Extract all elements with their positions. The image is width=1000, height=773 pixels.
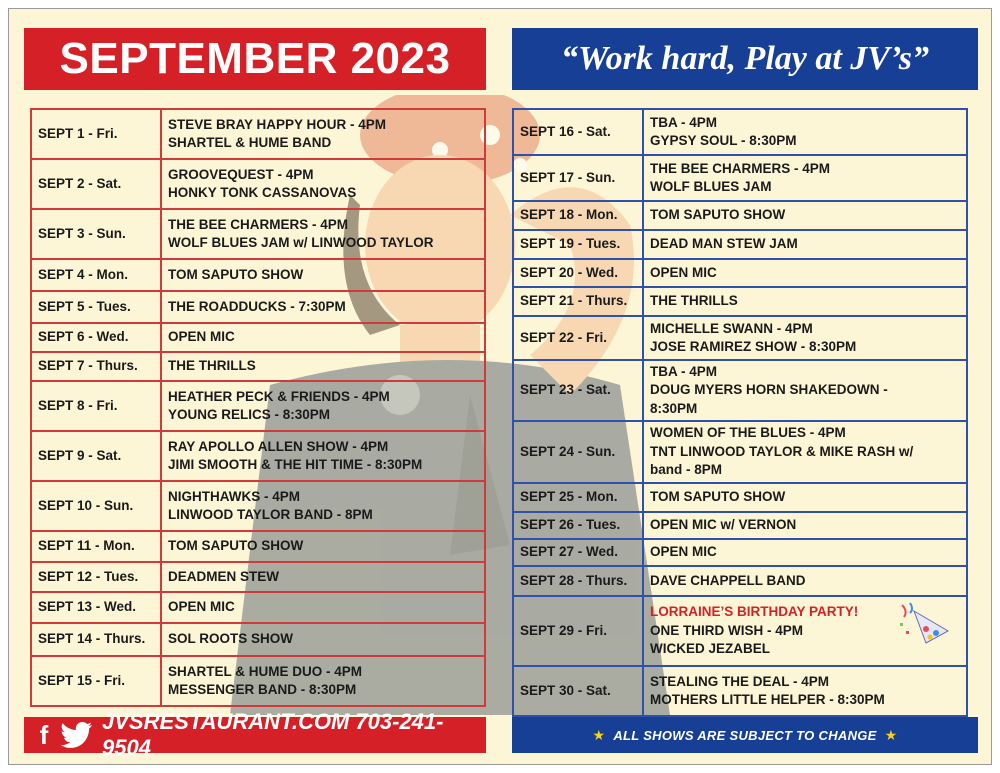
act-line: OPEN MIC (650, 544, 717, 560)
schedule-date: SEPT 21 - Thurs. (513, 287, 643, 316)
act-line: OPEN MIC w/ VERNON (650, 517, 797, 533)
party-hat-icon (896, 601, 956, 647)
schedule-date: SEPT 1 - Fri. (31, 109, 161, 159)
schedule-acts (643, 230, 967, 259)
schedule-row (513, 155, 967, 201)
schedule-acts (643, 155, 967, 201)
act-line: SHARTEL & HUME BAND (168, 135, 332, 150)
act-line: NIGHTHAWKS - 4PM (168, 488, 301, 504)
schedule-date: SEPT 22 - Fri. (513, 316, 643, 360)
act-line: TNT LINWOOD TAYLOR & MIKE RASH w/ (650, 443, 914, 459)
month-title: SEPTEMBER 2023 (59, 34, 451, 83)
schedule-row (513, 483, 967, 512)
schedule-acts (161, 323, 485, 352)
schedule-date: SEPT 29 - Fri. (513, 596, 643, 666)
schedule-row (513, 259, 967, 287)
schedule-date: SEPT 14 - Thurs. (31, 623, 161, 656)
act-line: SHARTEL & HUME DUO - 4PM (168, 663, 363, 679)
schedule-row (31, 323, 485, 352)
notice-text: ALL SHOWS ARE SUBJECT TO CHANGE (613, 727, 877, 743)
social-icons (32, 721, 94, 749)
schedule-acts (643, 287, 967, 316)
schedule-acts (643, 421, 967, 483)
schedule-date: SEPT 11 - Mon. (31, 531, 161, 562)
schedule-row (31, 159, 485, 209)
schedule-acts (161, 291, 485, 323)
act-line: DAVE CHAPPELL BAND (650, 572, 806, 588)
act-line: 8:30PM (650, 400, 698, 416)
schedule-date: SEPT 2 - Sat. (31, 159, 161, 209)
act-line: WOLF BLUES JAM w/ LINWOOD TAYLOR (168, 235, 434, 250)
schedule-date: SEPT 24 - Sun. (513, 421, 643, 483)
act-line: DEAD MAN STEW JAM (650, 236, 798, 252)
right-schedule-table (512, 108, 968, 717)
notice-footer (512, 717, 978, 753)
act-line: MOTHERS LITTLE HELPER - 8:30PM (650, 692, 885, 707)
act-line: TOM SAPUTO SHOW (650, 207, 786, 223)
act-line: WOMEN OF THE BLUES - 4PM (650, 425, 846, 441)
act-line: THE BEE CHARMERS - 4PM (650, 160, 831, 176)
schedule-row (31, 381, 485, 431)
schedule-row (513, 201, 967, 230)
schedule-acts (161, 109, 485, 159)
schedule-row (513, 287, 967, 316)
schedule-date: SEPT 20 - Wed. (513, 259, 643, 287)
schedule-row (513, 360, 967, 421)
act-line: YOUNG RELICS - 8:30PM (168, 407, 331, 422)
schedule-acts (161, 623, 485, 656)
schedule-acts (643, 259, 967, 287)
schedule-acts (643, 360, 967, 421)
schedule-row (31, 259, 485, 291)
contact-text: JVSRESTAURANT.COM 703-241-9504 (102, 709, 444, 760)
act-line: GROOVEQUEST - 4PM (168, 166, 314, 182)
event-highlight: LORRAINE’S BIRTHDAY PARTY! (650, 604, 859, 620)
act-line: TOM SAPUTO SHOW (168, 538, 304, 554)
schedule-acts (643, 201, 967, 230)
act-line: SOL ROOTS SHOW (168, 631, 294, 647)
schedule-date: SEPT 5 - Tues. (31, 291, 161, 323)
schedule-acts (161, 209, 485, 259)
schedule-date: SEPT 23 - Sat. (513, 360, 643, 421)
schedule-row (31, 209, 485, 259)
act-line: DEADMEN STEW (168, 568, 279, 584)
act-line: MESSENGER BAND - 8:30PM (168, 682, 357, 697)
act-line: TBA - 4PM (650, 114, 717, 130)
schedule-row (513, 566, 967, 596)
act-line: THE ROADDUCKS - 7:30PM (168, 298, 346, 314)
act-line: HONKY TONK CASSANOVAS (168, 185, 357, 200)
act-line: MICHELLE SWANN - 4PM (650, 320, 813, 336)
schedule-date: SEPT 12 - Tues. (31, 562, 161, 592)
schedule-row (31, 352, 485, 381)
schedule-row (31, 562, 485, 592)
star-icon: ★ (592, 726, 606, 743)
schedule-acts (161, 656, 485, 706)
slogan-banner (512, 28, 978, 90)
schedule-acts (161, 592, 485, 623)
schedule-date: SEPT 8 - Fri. (31, 381, 161, 431)
schedule-row (31, 481, 485, 531)
schedule-date: SEPT 3 - Sun. (31, 209, 161, 259)
act-line: TOM SAPUTO SHOW (168, 266, 304, 282)
schedule-row (513, 512, 967, 539)
act-line: THE THRILLS (168, 358, 256, 374)
schedule-row (31, 291, 485, 323)
schedule-date: SEPT 9 - Sat. (31, 431, 161, 481)
schedule-acts (161, 531, 485, 562)
schedule-acts (643, 539, 967, 566)
act-line: LINWOOD TAYLOR BAND - 8PM (168, 507, 373, 522)
schedule-row (513, 596, 967, 666)
schedule-acts (643, 109, 967, 155)
schedule-acts (161, 159, 485, 209)
act-line: DOUG MYERS HORN SHAKEDOWN - (650, 382, 888, 398)
schedule-date: SEPT 13 - Wed. (31, 592, 161, 623)
act-line: WOLF BLUES JAM (650, 179, 772, 194)
schedule-acts (161, 381, 485, 431)
schedule-date: SEPT 18 - Mon. (513, 201, 643, 230)
act-line: OPEN MIC (650, 264, 717, 280)
schedule-date: SEPT 25 - Mon. (513, 483, 643, 512)
act-line: OPEN MIC (168, 599, 235, 615)
contact-footer (24, 709, 486, 760)
schedule-row (31, 592, 485, 623)
schedule-date: SEPT 19 - Tues. (513, 230, 643, 259)
schedule-date: SEPT 30 - Sat. (513, 666, 643, 716)
schedule-row (31, 531, 485, 562)
act-line: OPEN MIC (168, 329, 235, 345)
slogan-text: “Work hard, Play at JV’s” (560, 40, 930, 77)
star-icon: ★ (884, 726, 898, 743)
schedule-acts (161, 431, 485, 481)
schedule-date: SEPT 4 - Mon. (31, 259, 161, 291)
act-line: RAY APOLLO ALLEN SHOW - 4PM (168, 438, 389, 454)
act-line: band - 8PM (650, 462, 723, 478)
schedule-acts (643, 316, 967, 360)
schedule-row (513, 666, 967, 716)
schedule-acts (643, 512, 967, 539)
act-line: STEALING THE DEAL - 4PM (650, 673, 830, 689)
schedule-date: SEPT 6 - Wed. (31, 323, 161, 352)
schedule-row (31, 109, 485, 159)
schedule-row (513, 421, 967, 483)
act-line: THE BEE CHARMERS - 4PM (168, 216, 349, 232)
schedule-date: SEPT 15 - Fri. (31, 656, 161, 706)
schedule-row (513, 316, 967, 360)
act-line: HEATHER PECK & FRIENDS - 4PM (168, 388, 390, 404)
schedule-acts (161, 352, 485, 381)
left-schedule-table (30, 108, 486, 707)
schedule-date: SEPT 16 - Sat. (513, 109, 643, 155)
act-line: GYPSY SOUL - 8:30PM (650, 133, 797, 148)
schedule-acts (643, 666, 967, 716)
act-line: WICKED JEZABEL (650, 641, 771, 657)
schedule-acts (643, 566, 967, 596)
schedule-acts (643, 596, 967, 666)
schedule-date: SEPT 10 - Sun. (31, 481, 161, 531)
month-title-banner (24, 28, 486, 90)
twitter-icon[interactable] (60, 721, 94, 749)
act-line: TBA - 4PM (650, 363, 717, 379)
schedule-row (513, 539, 967, 566)
schedule-date: SEPT 27 - Wed. (513, 539, 643, 566)
schedule-row (31, 431, 485, 481)
act-line: THE THRILLS (650, 293, 738, 309)
schedule-row (31, 623, 485, 656)
act-line: STEVE BRAY HAPPY HOUR - 4PM (168, 116, 387, 132)
schedule-date: SEPT 28 - Thurs. (513, 566, 643, 596)
act-line: JIMI SMOOTH & THE HIT TIME - 8:30PM (168, 457, 423, 472)
schedule-date: SEPT 26 - Tues. (513, 512, 643, 539)
act-line: ONE THIRD WISH - 4PM (650, 622, 804, 638)
schedule-row (513, 230, 967, 259)
schedule-acts (161, 562, 485, 592)
schedule-acts (161, 481, 485, 531)
act-line: JOSE RAMIREZ SHOW - 8:30PM (650, 339, 857, 354)
schedule-acts (161, 259, 485, 291)
schedule-row (31, 656, 485, 706)
facebook-icon[interactable]: f (39, 719, 49, 750)
schedule-date: SEPT 17 - Sun. (513, 155, 643, 201)
act-line: TOM SAPUTO SHOW (650, 489, 786, 505)
schedule-date: SEPT 7 - Thurs. (31, 352, 161, 381)
schedule-row (513, 109, 967, 155)
schedule-acts (643, 483, 967, 512)
